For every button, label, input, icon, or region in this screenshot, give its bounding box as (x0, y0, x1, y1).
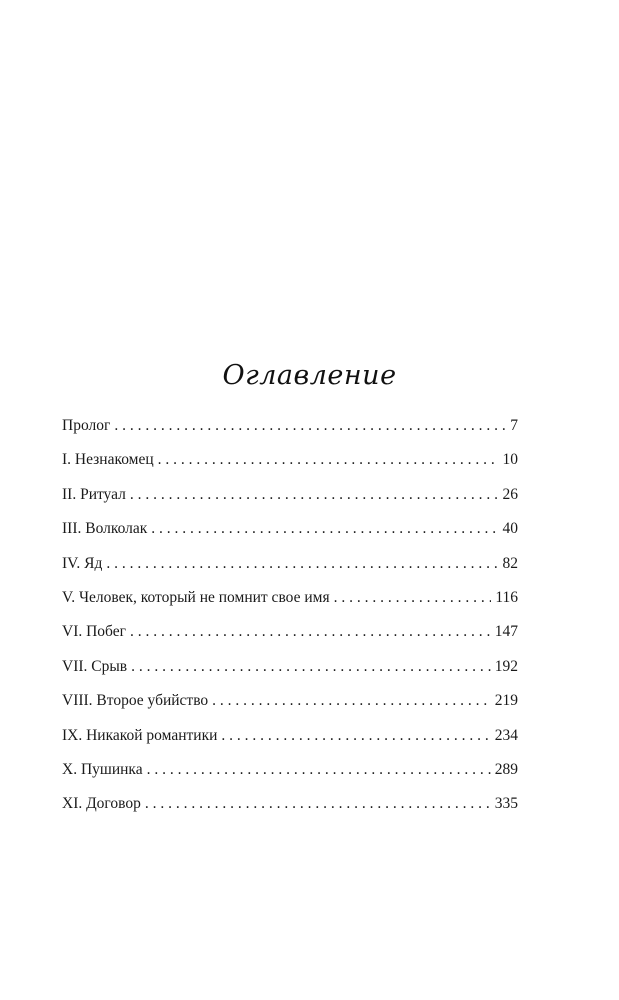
toc-entry-label: IV. Яд (62, 554, 103, 572)
toc-entry-label: III. Волколак (62, 520, 148, 538)
toc-dot-leader (130, 622, 491, 642)
toc-entry (62, 554, 518, 588)
toc-entry-label: II. Ритуал (62, 485, 126, 503)
toc-entry (62, 794, 518, 828)
toc-entry-label: XI. Договор (62, 795, 141, 813)
toc-entry (62, 691, 518, 725)
toc-dot-leader (130, 485, 499, 505)
toc-entry (62, 726, 518, 760)
toc-entry-label: Пролог (62, 417, 111, 434)
toc-dot-leader (145, 794, 491, 814)
toc-dot-leader (106, 554, 498, 574)
toc-entry-label: VI. Побег (62, 623, 126, 641)
toc-list (62, 416, 518, 829)
toc-dot-leader (114, 416, 506, 436)
toc-dot-leader (158, 450, 499, 470)
toc-entry-label: V. Человек, который не помнит свое имя (62, 588, 330, 606)
toc-entry-page: 82 (502, 554, 518, 572)
toc-entry-page: 40 (502, 520, 518, 538)
toc-entry-page: 335 (494, 795, 518, 813)
toc-dot-leader (212, 691, 491, 711)
toc-entry-page: 7 (510, 417, 518, 434)
toc-entry (62, 657, 518, 691)
toc-entry-page: 26 (502, 485, 518, 503)
toc-entry-page: 147 (494, 623, 518, 641)
toc-dot-leader (334, 588, 492, 608)
toc-dot-leader (147, 760, 491, 780)
toc-entry-label: VII. Срыв (62, 657, 128, 675)
toc-title: Оглавление (222, 360, 397, 391)
toc-entry (62, 760, 518, 794)
toc-entry (62, 485, 518, 519)
toc-dot-leader (221, 726, 490, 746)
toc-entry (62, 450, 518, 484)
toc-entry-page: 192 (494, 657, 518, 675)
toc-entry (62, 622, 518, 656)
toc-entry-page: 116 (495, 588, 518, 606)
toc-entry (62, 416, 518, 450)
toc-entry-page: 289 (494, 760, 518, 778)
toc-entry-label: VIII. Второе убийство (62, 692, 209, 710)
toc-entry-page: 234 (494, 726, 518, 744)
toc-entry (62, 588, 518, 622)
toc-entry-label: IX. Никакой романтики (62, 726, 218, 744)
toc-entry-page: 219 (494, 692, 518, 710)
toc-entry-label: I. Незнакомец (62, 451, 154, 469)
toc-entry (62, 519, 518, 553)
toc-dot-leader (151, 519, 498, 539)
toc-entry-page: 10 (502, 451, 518, 469)
toc-entry-label: X. Пушинка (62, 760, 143, 778)
toc-dot-leader (131, 657, 491, 677)
